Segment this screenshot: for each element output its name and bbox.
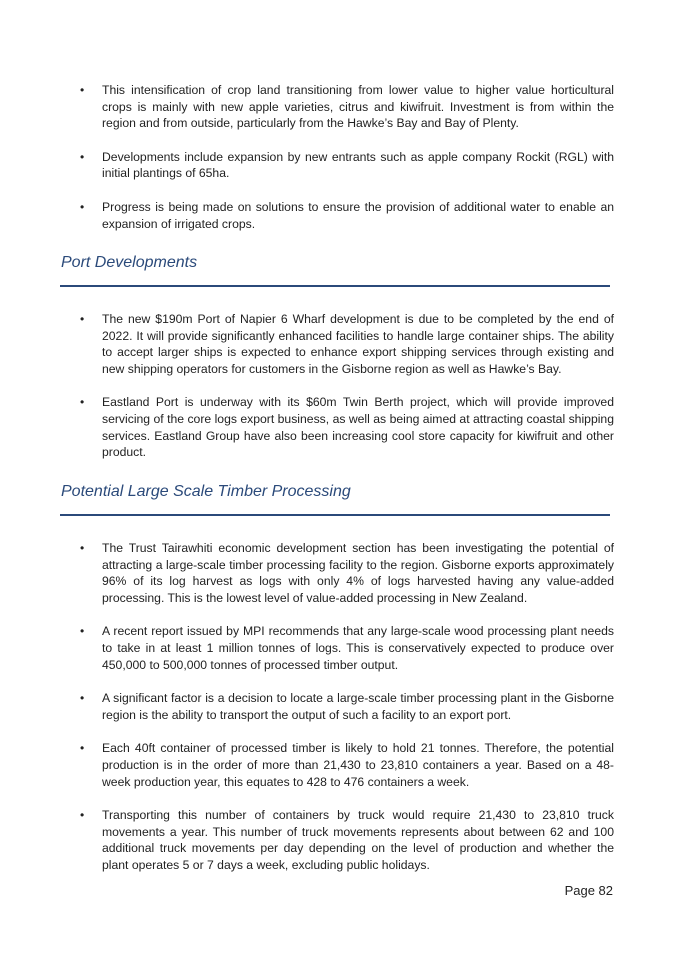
bullet-text: Progress is being made on solutions to ensure the provision of additional water to enable an expansion of irrigated crops. (102, 199, 614, 231)
bullet-text: A recent report issued by MPI recommends that any large-scale wood processing plant needs to take in at least 1 million tonnes of logs. This is conservatively expected to produce over 450,000 to 500,000 tonnes of processed timber output. (102, 624, 614, 672)
bullet-list-port (80, 311, 614, 478)
list-item (80, 623, 614, 673)
list-item (80, 199, 614, 232)
list-item (80, 807, 614, 873)
list-item (80, 82, 614, 132)
bullet-text: The new $190m Port of Napier 6 Wharf development is due to be completed by the end of 2022. It will provide significantly enhanced facilities to handle large container ships. The ability to accept larger ships is expected to enhance export shipping services through existing and new shipping operators for customers in the Gisborne region as well as Hawke’s Bay. (102, 312, 614, 376)
section-heading-timber-processing: Potential Large Scale Timber Processing (61, 483, 351, 500)
bullet-text: Eastland Port is underway with its $60m Twin Berth project, which will provide improved servicing of the core logs export business, as well as being aimed at attracting coastal shipping services. Eastland Group have also been increasing cool store capacity for kiwifruit and other product. (102, 395, 614, 460)
bullet-text: The Trust Tairawhiti economic development section has been investigating the potential of attracting a large-scale timber processing facility to the region. Gisborne exports approximately 96% of its log harvest as logs with only 4% of logs harvested having any value-added processing. This is the lowest level of value-added processing in New Zealand. (102, 541, 614, 605)
bullet-icon: • (80, 691, 85, 706)
section-divider (60, 285, 610, 287)
page-number: Page 82 (564, 883, 613, 898)
bullet-text: Each 40ft container of processed timber is likely to hold 21 tonnes. Therefore, the potential production is in the order of more than 21,430 to 23,810 containers a year. Based on a 48-week production year, this equates to 428 to 476 containers a week. (102, 741, 614, 789)
bullet-icon: • (80, 808, 85, 823)
bullet-icon: • (80, 741, 85, 756)
list-item (80, 394, 614, 460)
bullet-icon: • (80, 624, 85, 639)
bullet-list-intro (80, 82, 614, 249)
section-heading-port-developments: Port Developments (61, 254, 198, 271)
list-item (80, 311, 614, 377)
section-divider (60, 514, 610, 516)
bullet-text: A significant factor is a decision to locate a large-scale timber processing plant in the Gisborne region is the ability to transport the output of such a facility to an export port. (102, 691, 614, 722)
bullet-icon: • (80, 83, 85, 97)
list-item (80, 690, 614, 723)
bullet-icon: • (80, 199, 85, 214)
bullet-icon: • (80, 395, 85, 410)
bullet-text: Developments include expansion by new entrants such as apple company Rockit (RGL) with initial plantings of 65ha. (102, 149, 614, 181)
bullet-text: Transporting this number of containers by truck would require 21,430 to 23,810 truck movements a year. This number of truck movements represents about between 62 and 100 additional truck movements per day depending on the level of production and whether the plant operates 5 or 7 days a week, excluding public holidays. (102, 808, 614, 872)
bullet-list-timber (80, 540, 614, 891)
list-item (80, 740, 614, 790)
bullet-text: This intensification of crop land transitioning from lower value to higher value horticultural crops is mainly with new apple varieties, citrus and kiwifruit. Investment is from within the region and from outside, particularly from the Hawke’s Bay and Bay of Plenty. (102, 83, 614, 131)
list-item (80, 540, 614, 606)
list-item (80, 149, 614, 182)
bullet-icon: • (80, 541, 85, 555)
bullet-icon: • (80, 312, 85, 326)
bullet-icon: • (80, 149, 85, 164)
